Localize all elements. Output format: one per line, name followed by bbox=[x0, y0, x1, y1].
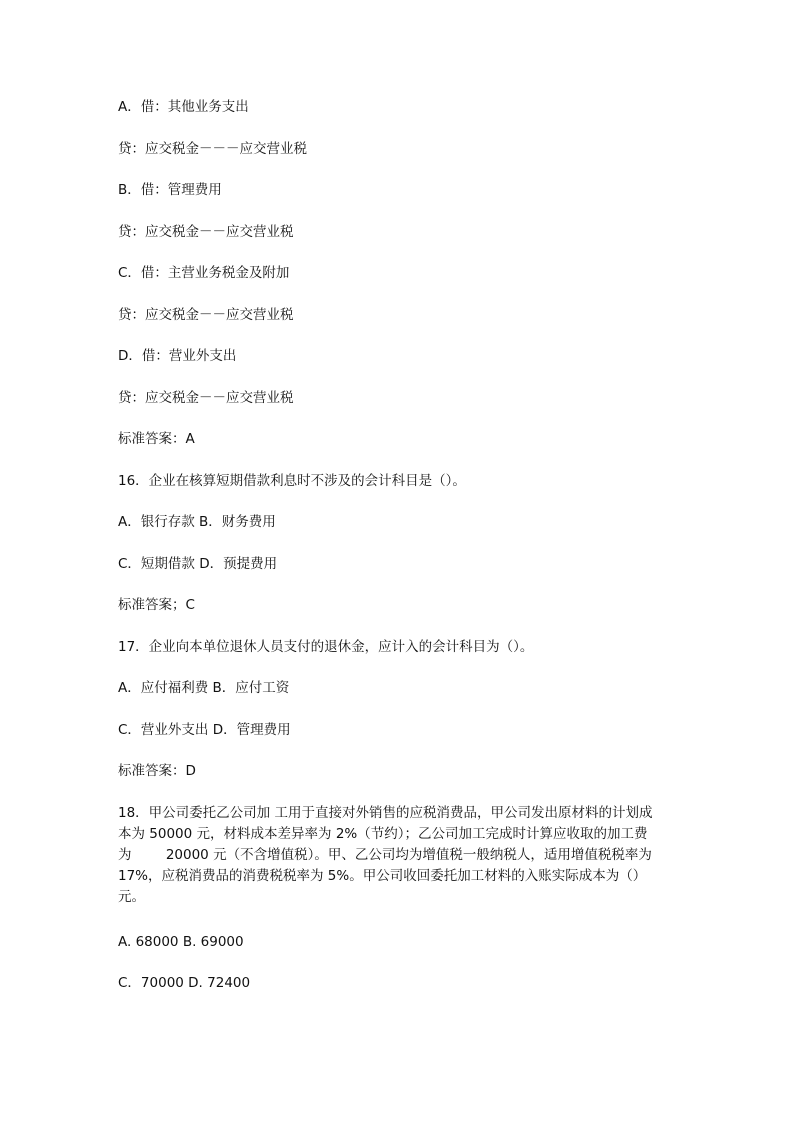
option-c-credit: 贷：应交税金－－应交营业税 bbox=[118, 306, 294, 323]
question-18-line: 本为 50000 元，材料成本差异率为 2%（节约）；乙公司加工完成时计算应收取的加工费 bbox=[118, 825, 648, 842]
q18-options-ab: A. 68000 B. 69000 bbox=[118, 933, 244, 950]
answer-15: 标准答案：A bbox=[118, 431, 195, 447]
question-18-line: 元。 bbox=[118, 888, 145, 905]
q17-options-ab: A．应付福利费 B．应付工资 bbox=[118, 680, 290, 696]
option-b-credit: 贷：应交税金－－应交营业税 bbox=[118, 223, 294, 240]
answer-16: 标准答案；C bbox=[118, 597, 195, 613]
option-a-debit: A．借：其他业务支出 bbox=[118, 99, 249, 115]
q17-options-cd: C．营业外支出 D．管理费用 bbox=[118, 721, 291, 738]
question-18-line: 17%，应税消费品的消费税税率为 5%。甲公司收回委托加工材料的入账实际成本为（） bbox=[118, 867, 647, 884]
option-d-debit: D．借：营业外支出 bbox=[118, 348, 237, 364]
question-18-line: 18．甲公司委托乙公司加 工用于直接对外销售的应税消费品，甲公司发出原材料的计划成 bbox=[118, 804, 653, 821]
question-17: 17．企业向本单位退休人员支付的退休金，应计入的会计科目为（）。 bbox=[118, 638, 534, 655]
q16-options-cd: C．短期借款 D．预提费用 bbox=[118, 555, 278, 572]
answer-17: 标准答案：D bbox=[118, 763, 196, 779]
option-b-debit: B．借：管理费用 bbox=[118, 182, 222, 198]
q16-options-ab: A．银行存款 B．财务费用 bbox=[118, 514, 276, 530]
option-d-credit: 贷：应交税金－－应交营业税 bbox=[118, 389, 294, 406]
option-c-debit: C．借：主营业务税金及附加 bbox=[118, 265, 290, 281]
document-page bbox=[118, 87, 698, 1005]
question-16: 16．企业在核算短期借款利息时不涉及的会计科目是（）。 bbox=[118, 472, 466, 489]
option-a-credit: 贷：应交税金－－－应交营业税 bbox=[118, 140, 307, 157]
question-18-line: 为 20000 元（不含增值税）。甲、乙公司均为增值税一般纳税人，适用增值税税率为 bbox=[118, 846, 652, 863]
question-18 bbox=[118, 793, 698, 908]
q18-options-cd: C．70000 D. 72400 bbox=[118, 975, 251, 991]
